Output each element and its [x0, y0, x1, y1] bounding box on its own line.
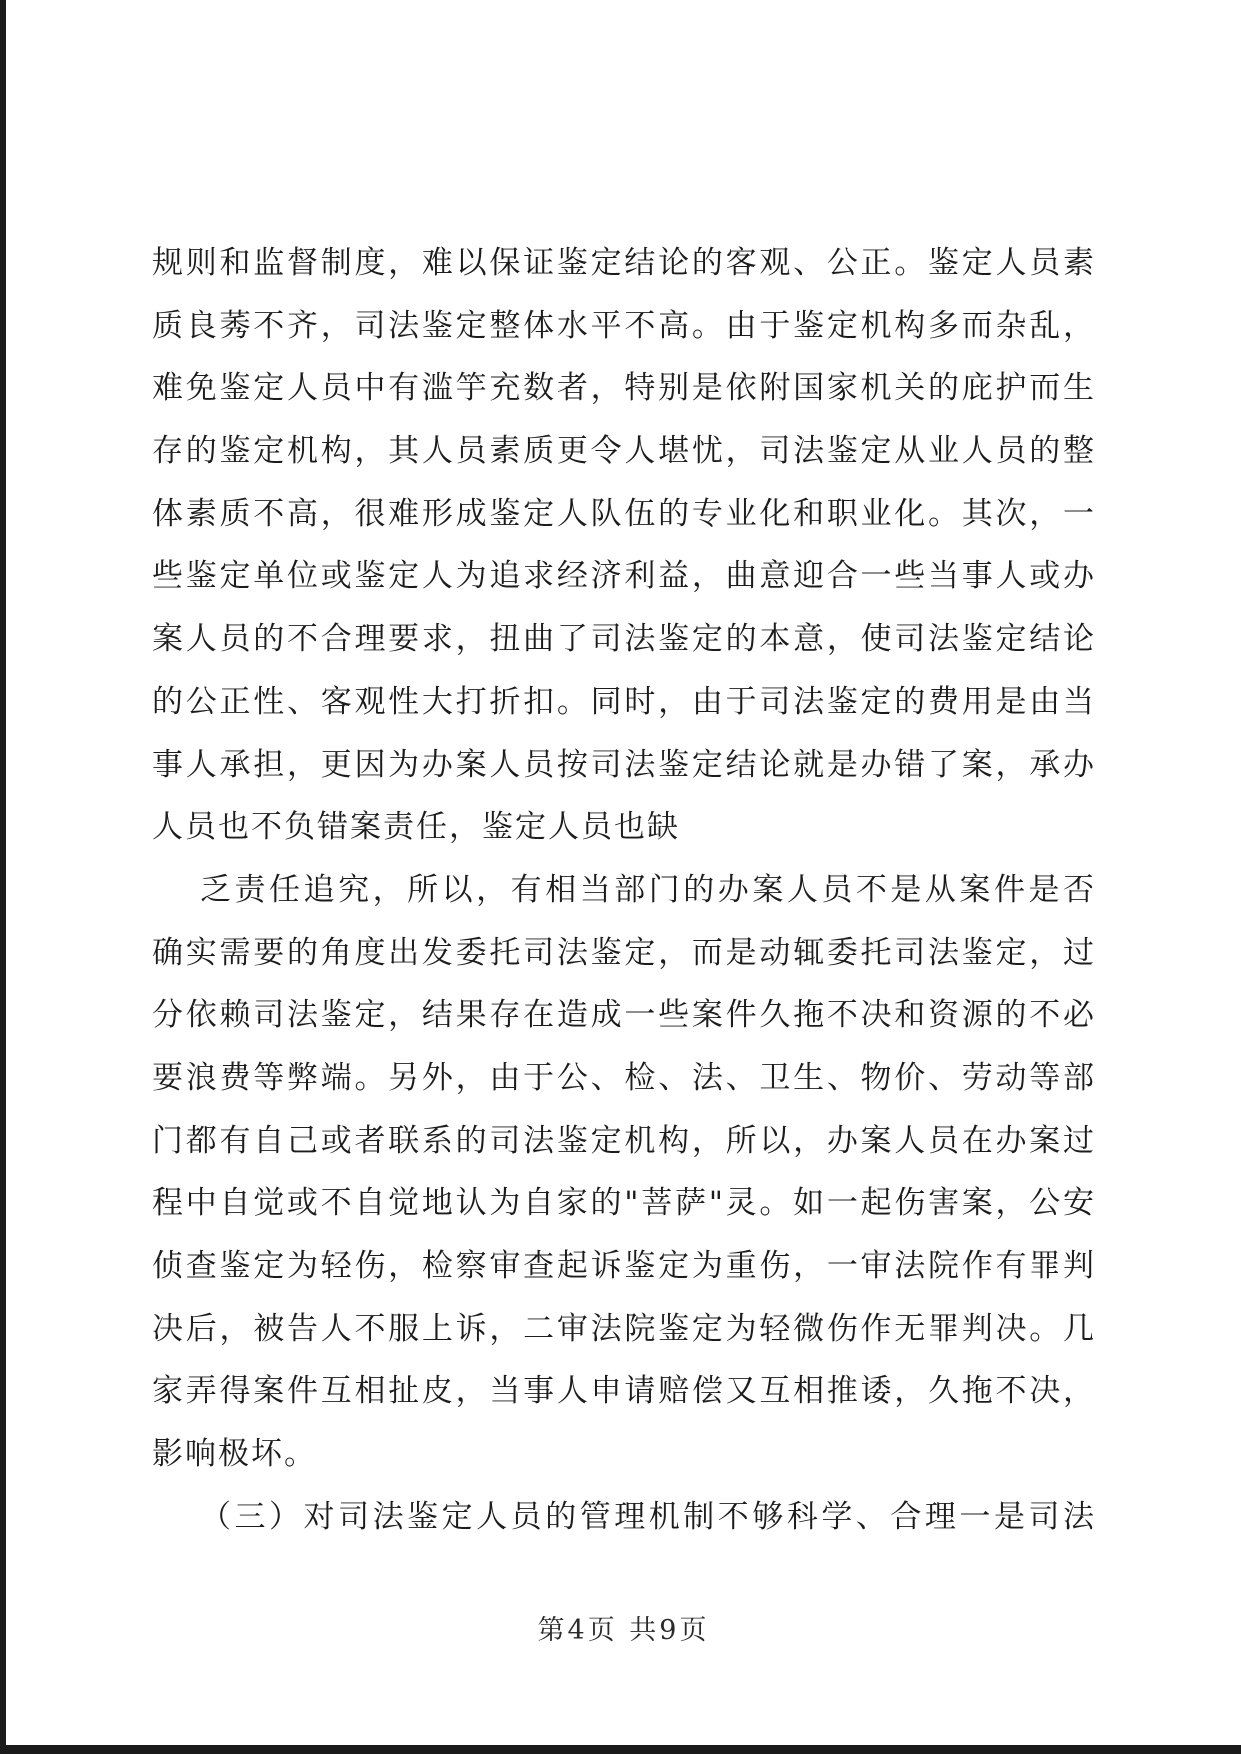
text-line: 存的鉴定机构，其人员素质更令人堪忧，司法鉴定从业人员的整	[152, 433, 1096, 470]
text-line: 影响极坏。	[152, 1436, 317, 1473]
text-line: 的公正性、客观性大打折扣。同时，由于司法鉴定的费用是由当	[152, 683, 1096, 720]
text-line: 要浪费等弊端。另外，由于公、检、法、卫生、物价、劳动等部	[152, 1059, 1096, 1096]
text-line: 乏责任追究，所以，有相当部门的办案人员不是从案件是否	[200, 871, 1096, 908]
text-line: 规则和监督制度，难以保证鉴定结论的客观、公正。鉴定人员素	[152, 245, 1096, 281]
text-line: 体素质不高，很难形成鉴定人队伍的专业化和职业化。其次，一	[152, 495, 1096, 532]
text-line: 案人员的不合理要求，扭曲了司法鉴定的本意，使司法鉴定结论	[152, 621, 1096, 658]
text-line: 门都有自己或者联系的司法鉴定机构，所以，办案人员在办案过	[152, 1122, 1096, 1159]
text-line: 决后，被告人不服上诉，二审法院鉴定为轻微伤作无罪判决。几	[152, 1310, 1096, 1347]
text-line: 侦查鉴定为轻伤，检察审查起诉鉴定为重伤，一审法院作有罪判	[152, 1248, 1096, 1284]
text-line: 难免鉴定人员中有滥竽充数者，特别是依附国家机关的庇护而生	[152, 370, 1096, 407]
text-line: 质良莠不齐，司法鉴定整体水平不高。由于鉴定机构多而杂乱，	[152, 307, 1096, 344]
text-line: 程中自觉或不自觉地认为自家的"菩萨"灵。如一起伤害案，公安	[152, 1185, 1096, 1222]
document-body-text[interactable]	[152, 232, 1096, 1548]
text-line: 确实需要的角度出发委托司法鉴定，而是动辄委托司法鉴定，过	[152, 934, 1096, 971]
text-line: 事人承担，更因为办案人员按司法鉴定结论就是办错了案，承办	[152, 746, 1096, 783]
text-line: 家弄得案件互相扯皮，当事人申请赔偿又互相推诿，久拖不决，	[152, 1373, 1096, 1410]
page-footer	[6, 1608, 1241, 1647]
text-line: （三）对司法鉴定人员的管理机制不够科学、合理一是司法	[200, 1498, 1096, 1535]
page-number-label: 第4页 共9页	[537, 1615, 710, 1646]
text-line: 人员也不负错案责任，鉴定人员也缺	[152, 809, 680, 846]
text-line: 分依赖司法鉴定，结果存在造成一些案件久拖不决和资源的不必	[152, 997, 1096, 1034]
text-line: 些鉴定单位或鉴定人为追求经济利益，曲意迎合一些当事人或办	[152, 558, 1096, 595]
